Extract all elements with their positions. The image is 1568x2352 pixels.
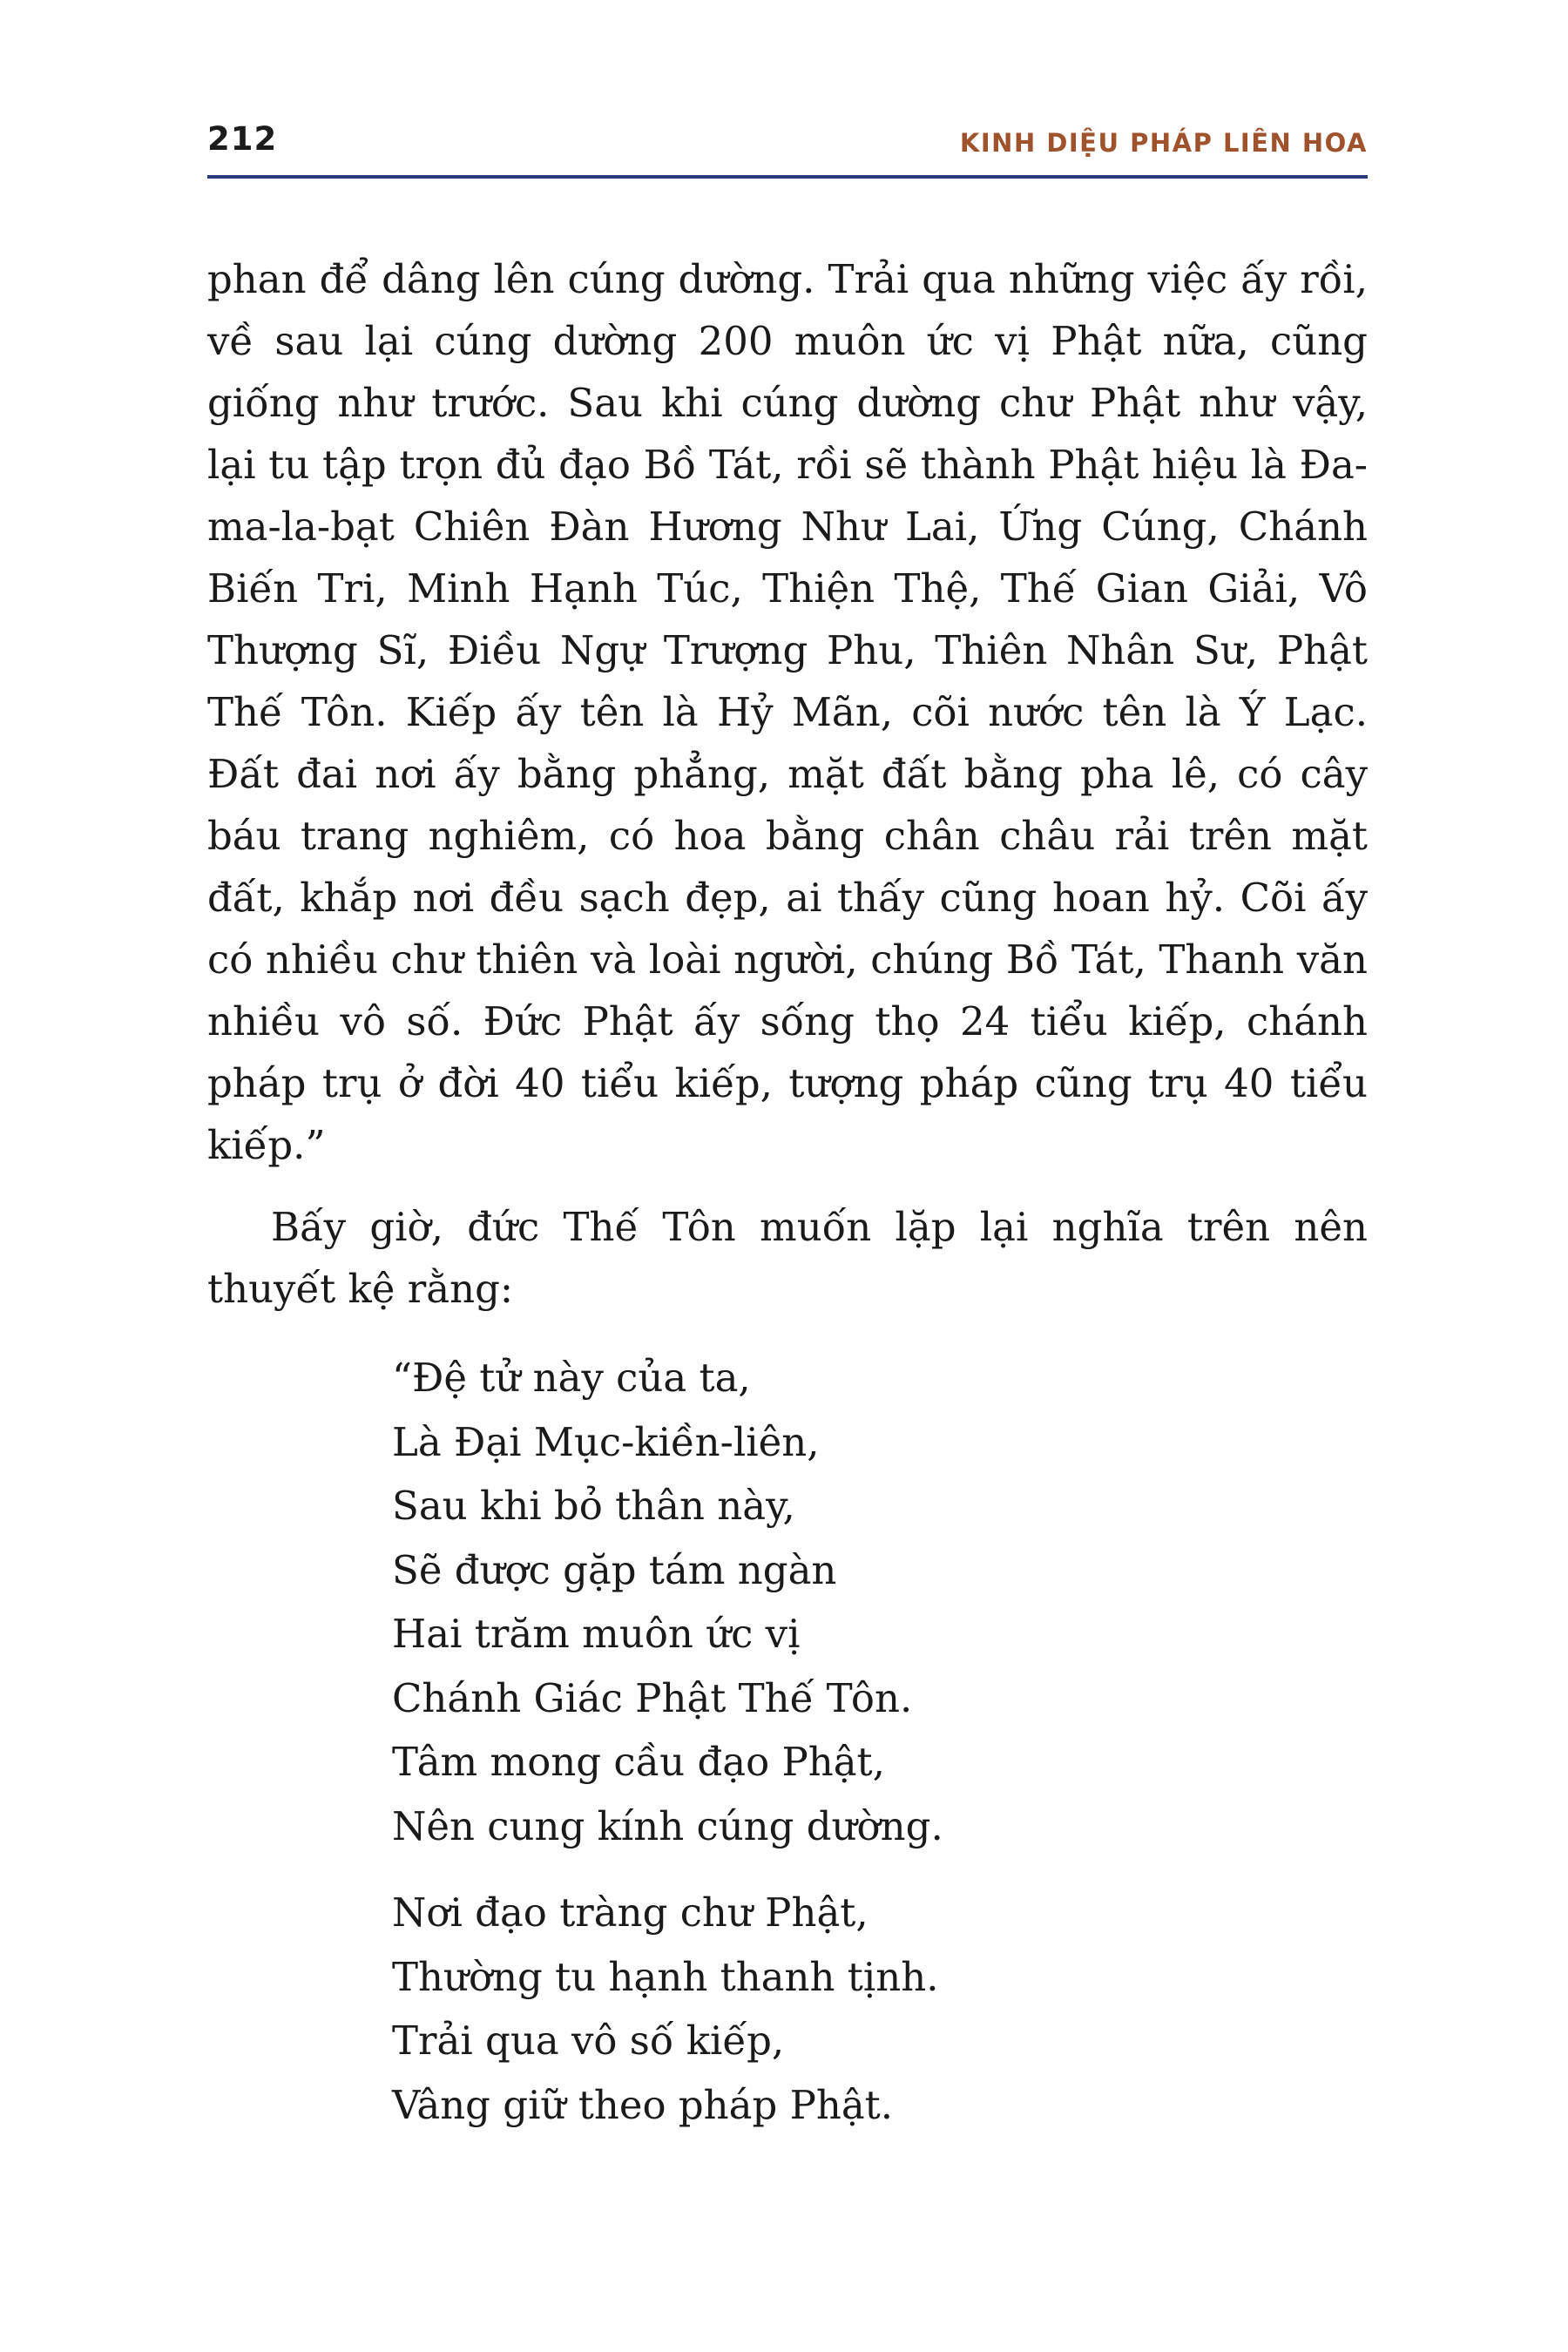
verse-line: Nơi đạo tràng chư Phật, xyxy=(392,1889,868,1936)
paragraph-intro-verse: Bấy giờ, đức Thế Tôn muốn lặp lại nghĩa trên nên thuyết kệ rằng: xyxy=(207,1204,1368,1312)
verse-stanza-1 xyxy=(392,1346,943,1858)
header-rule xyxy=(207,175,1368,179)
verse-line: Sau khi bỏ thân này, xyxy=(392,1483,795,1529)
verse-line: Thường tu hạnh thanh tịnh. xyxy=(392,1953,939,2000)
verse-line: Nên cung kính cúng dường. xyxy=(392,1802,943,1849)
verse-line: Sẽ được gặp tám ngàn xyxy=(392,1546,837,1593)
verse-line: Chánh Giác Phật Thế Tôn. xyxy=(392,1674,913,1721)
verse-block xyxy=(392,1346,943,2137)
verse-line: Vâng giữ theo pháp Phật. xyxy=(392,2081,894,2128)
body-text xyxy=(207,248,1368,1320)
verse-line: Hai trăm muôn ức vị xyxy=(392,1611,801,1657)
verse-stanza-2 xyxy=(392,1881,943,2137)
running-title: KINH DIỆU PHÁP LIÊN HOA xyxy=(959,128,1368,158)
verse-line: Là Đại Mục-kiền-liên, xyxy=(392,1418,820,1465)
paragraph-continued: phan để dâng lên cúng dường. Trải qua những việc ấy rồi, về sau lại cúng dường 200 muôn ức vị Phật nữa, cũng giống như trước. Sau khi cúng dường chư Phật như vậy, lại tu tập trọn đủ đạo Bồ Tát, rồi sẽ thành Phật hiệu là Đa-ma-la-bạt Chiên Đàn Hương Như Lai, Ứng Cúng, Chánh Biến Tri, Minh Hạnh Túc, Thiện Thệ, Thế Gian Giải, Vô Thượng Sĩ, Điều Ngự Trượng Phu, Thiên Nhân Sư, Phật Thế Tôn. Kiếp ấy tên là Hỷ Mãn, cõi nước tên là Ý Lạc. Đất đai nơi ấy bằng phẳng, mặt đất bằng pha lê, có cây báu trang nghiêm, có hoa bằng chân châu rải trên mặt đất, khắp nơi đều sạch đẹp, ai thấy cũng hoan hỷ. Cõi ấy có nhiều chư thiên và loài người, chúng Bồ Tát, Thanh văn nhiều vô số. Đức Phật ấy sống thọ 24 tiểu kiếp, chánh pháp trụ ở đời 40 tiểu kiếp, tượng pháp cũng trụ 40 tiểu kiếp.” xyxy=(207,256,1368,1168)
verse-line: “Đệ tử này của ta, xyxy=(392,1355,751,1401)
verse-line: Tâm mong cầu đạo Phật, xyxy=(392,1739,885,1785)
verse-line: Trải qua vô số kiếp, xyxy=(392,2017,785,2064)
page-number: 212 xyxy=(207,120,278,158)
